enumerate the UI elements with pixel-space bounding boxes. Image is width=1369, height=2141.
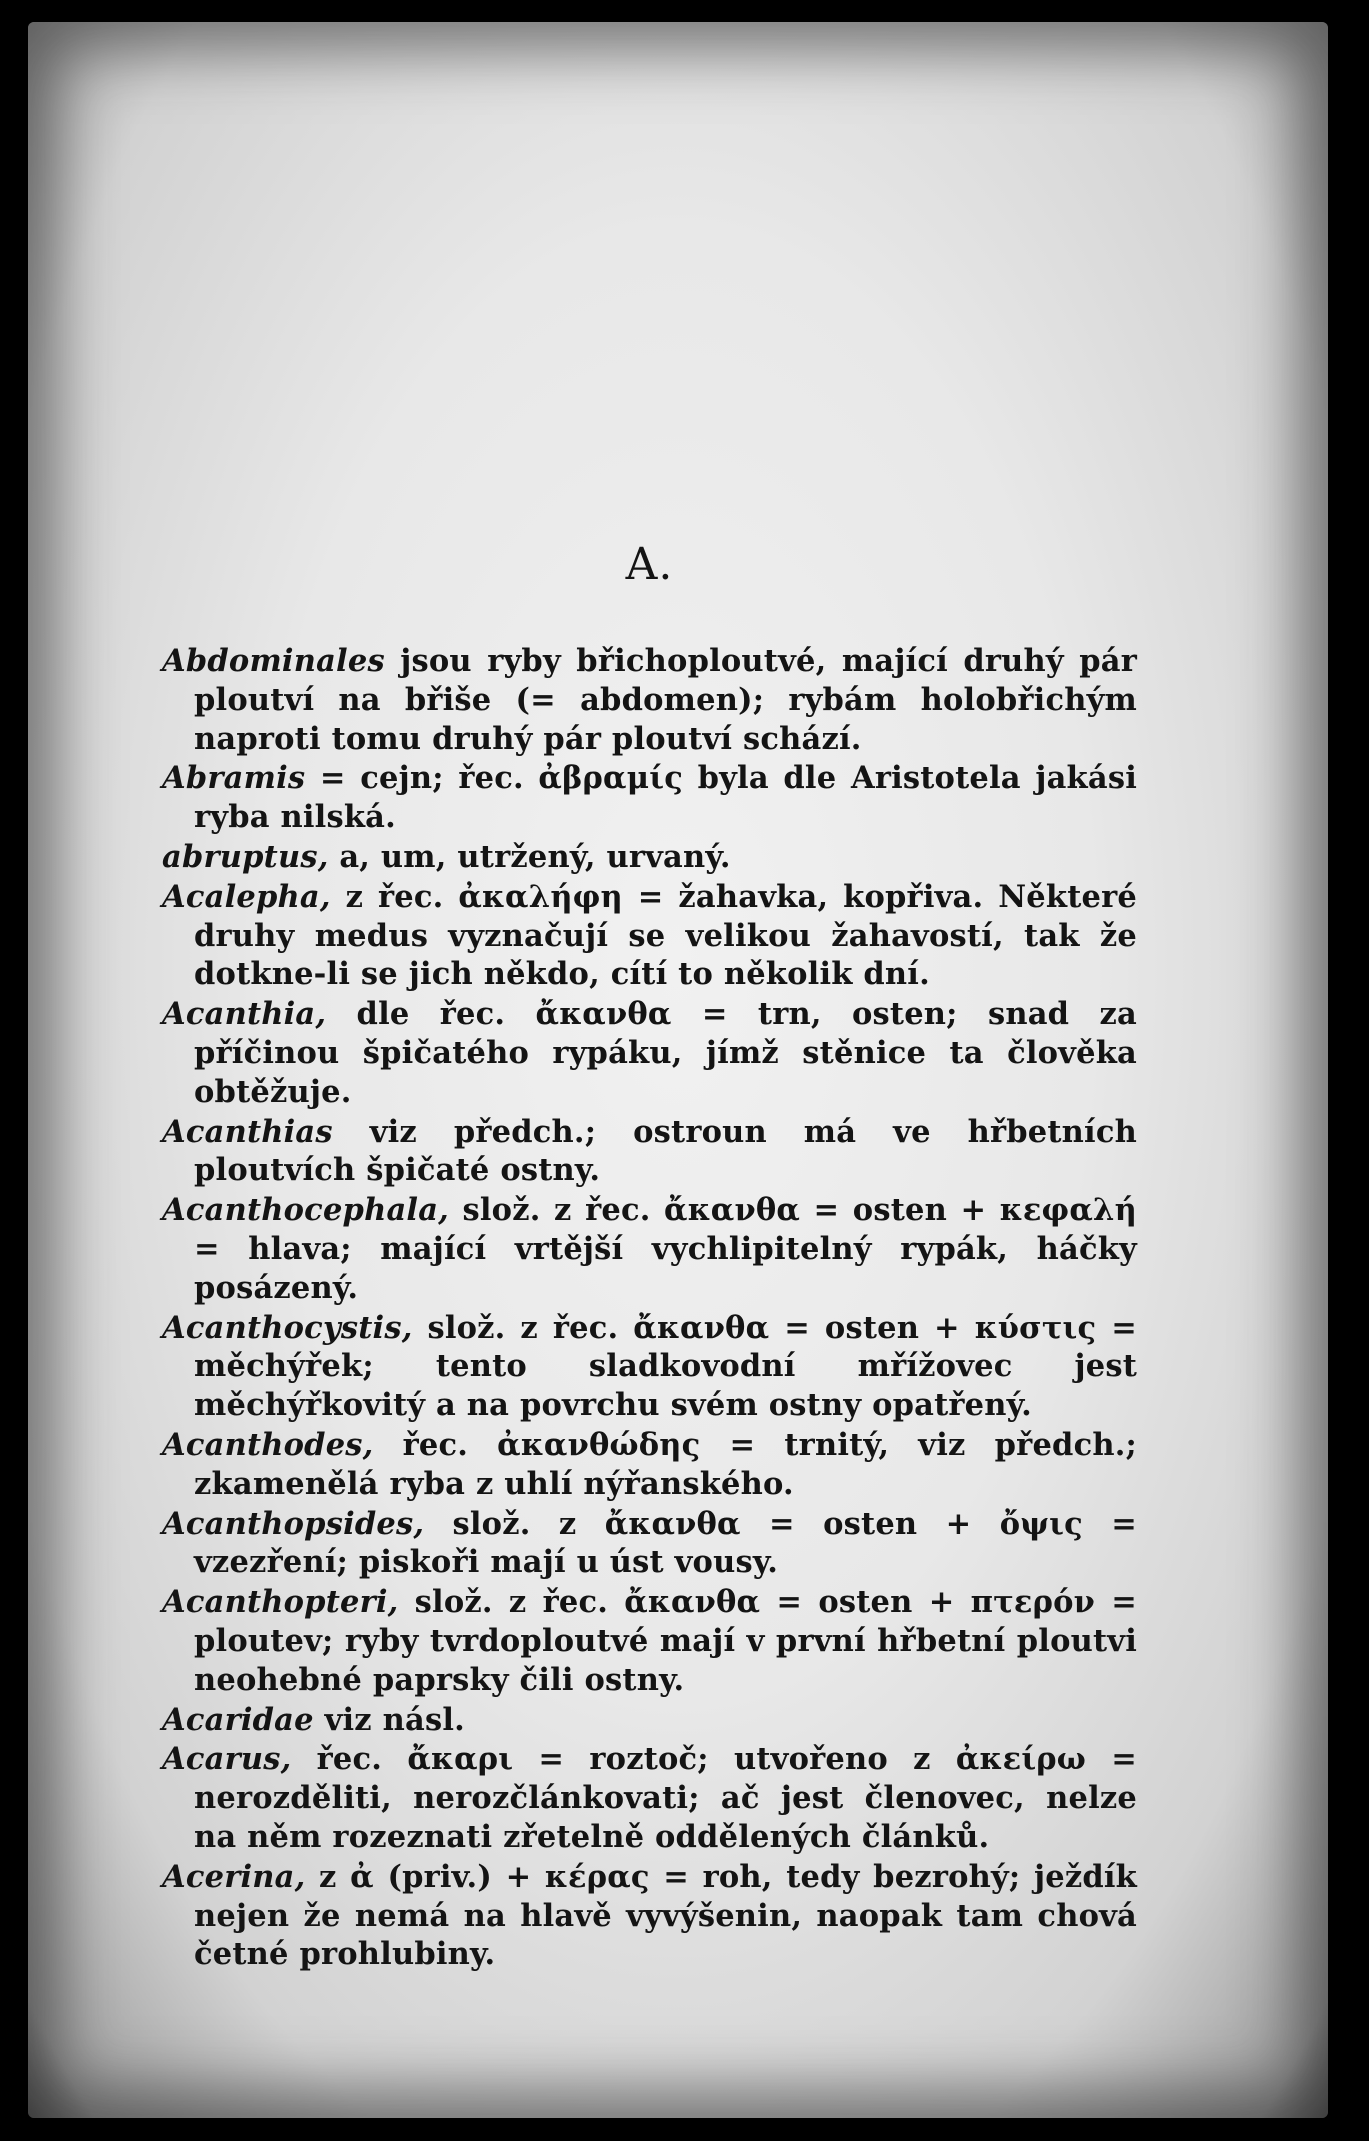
dictionary-entry <box>162 995 1137 1111</box>
dictionary-entry <box>162 1858 1137 1974</box>
entry-definition: z řec. ἀκαλήφη = žahavka, kopřiva. Některé druhy medus vyznačují se velikou žahavostí, tak že dotkne-li se jich někdo, cítí to několik dní. <box>194 878 1137 993</box>
entry-definition: dle řec. ἄκανθα = trn, osten; snad za příčinou špičatého rypáku, jímž stěnice ta člověka obtěžuje. <box>194 996 1137 1110</box>
entry-definition: řec. ἄκαρι = roztoč; utvořeno z ἀκείρω = nerozděliti, nerozčlánkovati; ač jest členovec, nelze na něm rozeznati zřetelně oddělených článků. <box>194 1741 1137 1855</box>
entry-definition: řec. ἀκανθώδης = trnitý, viz předch.; zkamenělá ryba z uhlí nýřanského. <box>194 1426 1137 1502</box>
entry-definition: = cejn; řec. ἀβραμίς byla dle Aristotela jakási ryba nilská. <box>194 760 1137 836</box>
book-page <box>28 22 1328 2118</box>
entry-definition: slož. z řec. ἄκανθα = osten + κεφαλή = hlava; mající vrtější vychlipitelný rypák, háčky posázený. <box>194 1192 1137 1306</box>
entry-definition: viz předch.; ostroun má ve hřbetních ploutvích špičaté ostny. <box>194 1113 1137 1189</box>
entry-term: Abdominales <box>162 643 385 679</box>
entry-definition: a, um, utržený, urvaný. <box>328 838 731 875</box>
dictionary-entry <box>162 1426 1137 1504</box>
dictionary-entry <box>162 838 1137 877</box>
entry-definition: jsou ryby břichoploutvé, mající druhý pár ploutví na břiše (= abdomen); rybám holobřichým naproti tomu druhý pár ploutví schází. <box>194 643 1137 757</box>
dictionary-entry <box>162 878 1137 994</box>
entry-term: Acarus, <box>162 1741 292 1778</box>
entry-definition: z ἀ (priv.) + κέρας = roh, tedy bezrohý; ježdík nejen že nemá na hlavě vyvýšenin, naopak tam chová četné prohlubiny. <box>194 1858 1137 1973</box>
entry-term: Acanthias <box>162 1113 333 1150</box>
dictionary-entry <box>162 642 1137 758</box>
entry-definition: slož. z řec. ἄκανθα = osten + κύστις = měchýřek; tento sladkovodní mřížovec jest měchýřkovitý a na povrchu svém ostny opatřený. <box>194 1309 1137 1424</box>
dictionary-entry <box>162 1505 1137 1583</box>
section-heading: A. <box>625 539 674 590</box>
entry-term: Acalepha, <box>162 878 331 915</box>
dictionary-entry <box>162 759 1137 837</box>
dictionary-entry <box>162 1113 1137 1191</box>
entry-definition: slož. z řec. ἄκανθα = osten + πτερόν = ploutev; ryby tvrdoploutvé mají v první hřbetní ploutvi neohebné paprsky čili ostny. <box>194 1584 1137 1698</box>
entry-definition: viz násl. <box>313 1701 465 1738</box>
entry-term: Acanthia, <box>162 996 327 1033</box>
dictionary-entry <box>162 1701 1137 1740</box>
dictionary-entry <box>162 1583 1137 1699</box>
entry-term: Acanthocephala, <box>162 1192 449 1229</box>
dictionary-entry <box>162 1740 1137 1856</box>
dictionary-entry <box>162 1309 1137 1425</box>
entry-term: Acanthodes, <box>162 1426 374 1463</box>
entry-term: Acerina, <box>162 1858 306 1895</box>
dictionary-entries <box>162 642 1137 1975</box>
entry-term: Acaridae <box>162 1701 314 1738</box>
entry-term: Acanthocystis, <box>162 1309 413 1346</box>
entry-term: Acanthopteri, <box>162 1584 399 1621</box>
entry-term: Abramis <box>162 760 306 797</box>
entry-definition: slož. z ἄκανθα = osten + ὄψις = vzezření; piskoři mají u úst vousy. <box>194 1505 1137 1581</box>
dictionary-entry <box>162 1191 1137 1307</box>
entry-term: abruptus, <box>162 838 329 875</box>
entry-term: Acanthopsides, <box>162 1505 425 1542</box>
